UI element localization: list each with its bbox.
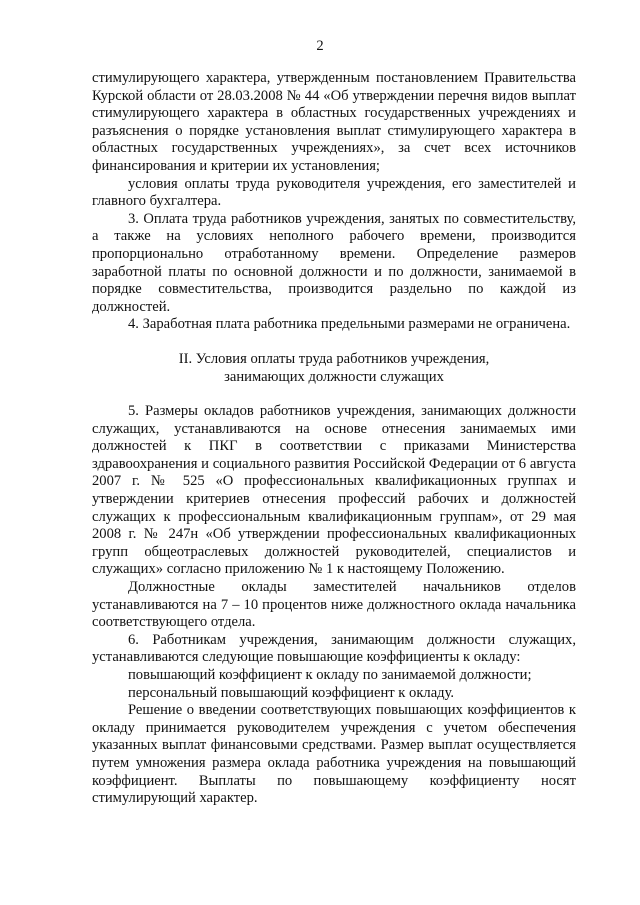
- section-heading-line-1: II. Условия оплаты труда работников учреждения,: [178, 350, 490, 367]
- paragraph-coefficient-decision: Решение о введении соответствующих повышающих коэффициентов к окладу принимается руководителем учреждения с учетом обеспечения указанных выплат финансовыми средствами. Размер выплат осуществляется путем умножения размера оклада работника учреждения на повышающий коэффициент. Выплаты по повышающему коэффициенту носят стимулирующий характер.: [92, 702, 576, 807]
- section-heading-line-2: занимающих должности служащих: [224, 368, 444, 385]
- paragraph-personal-coefficient: персональный повышающий коэффициент к окладу.: [128, 684, 455, 701]
- paragraph-item-6: 6. Работникам учреждения, занимающим должности служащих, устанавливаются следующие повышающие коэффициенты к окладу:: [92, 631, 576, 666]
- spacer: [92, 334, 576, 351]
- spacer: [92, 386, 576, 403]
- page-number: 2: [316, 38, 324, 54]
- paragraph-item-4: 4. Заработная плата работника предельными размерами не ограничена.: [128, 316, 571, 333]
- document-body: [92, 70, 576, 808]
- paragraph-deputy-salaries: Должностные оклады заместителей начальников отделов устанавливаются на 7 – 10 процентов ниже должностного оклада начальника соответствующего отдела.: [92, 579, 576, 631]
- paragraph-stimulating-payments: стимулирующего характера, утвержденным постановлением Правительства Курской области от 28.03.2008 № 44 «Об утверждении перечня видов выплат стимулирующего характера в областных государственных учреждениях и разъяснения о порядке установления выплат стимулирующего характера в областных государственных учреждениях», за счет всех источников финансирования и критерии их установления;: [92, 70, 576, 174]
- paragraph-position-coefficient: повышающий коэффициент к окладу по занимаемой должности;: [128, 667, 532, 683]
- paragraph-item-5: 5. Размеры окладов работников учреждения, занимающих должности служащих, устанавливаются на основе отнесения занимаемых ими должностей к ПКГ в соответствии с приказами Министерства здравоохранения и социального развития Российской Федерации от 6 августа 2007 г. № 525 «О профессиональных квалификационных группах и утверждении критериев отнесения профессий рабочих и должностей служащих к профессиональным квалификационным группам», от 29 мая 2008 г. № 247н «Об утверждении профессиональных квалификационных групп общеотраслевых должностей руководителей, специалистов и служащих» согласно приложению № 1 к настоящему Положению.: [92, 403, 576, 578]
- paragraph-management-pay: условия оплаты труда руководителя учреждения, его заместителей и главного бухгалтера.: [92, 175, 576, 210]
- paragraph-item-3: 3. Оплата труда работников учреждения, занятых по совместительству, а также на условиях неполного рабочего времени, производится пропорционально отработанному времени. Определение размеров заработной платы по основной должности и по должности, занимаемой в порядке совместительства, производится раздельно по каждой из должностей.: [92, 210, 576, 315]
